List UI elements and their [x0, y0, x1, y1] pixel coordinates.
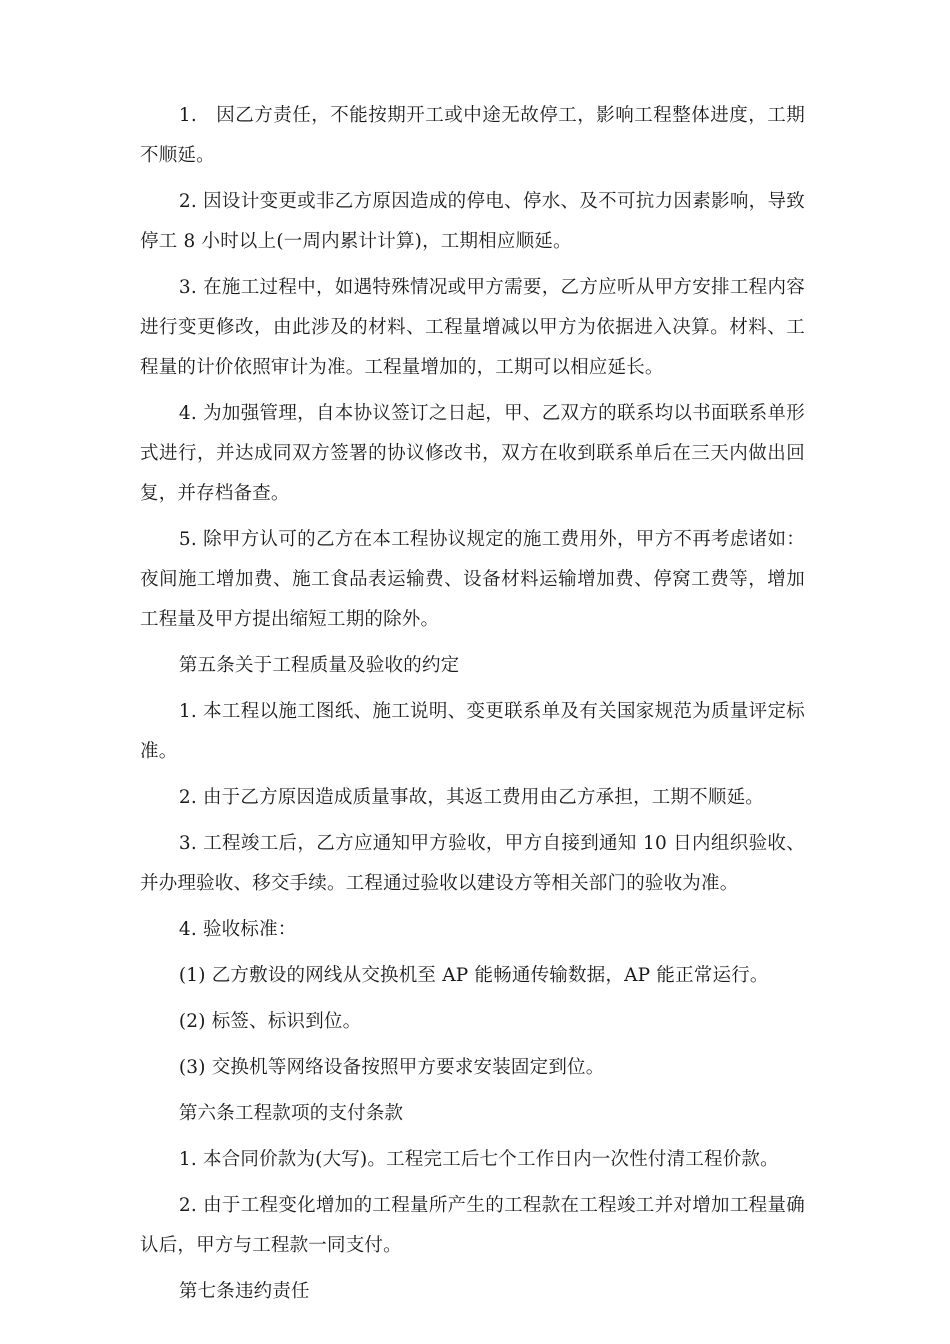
clause-delay-no-extension: 1. 因乙方责任，不能按期开工或中途无故停工，影响工程整体进度，工期 不顺延。 — [140, 105, 805, 166]
clause-acceptance-criteria: 4. 验收标准： — [178, 919, 297, 940]
criteria-item-labels: (2) 标签、标识到位。 — [178, 1011, 362, 1032]
section-heading-payment: 第六条工程款项的支付条款 — [178, 1103, 404, 1124]
clause-contract-price: 1. 本合同价款为(大写)。工程完工后七个工作日内一次性付清工程价款。 — [178, 1149, 779, 1170]
clause-acceptance-procedure: 3. 工程竣工后，乙方应通知甲方验收，甲方自接到通知 10 日内组织验收、并办理验收、移交手续。工程通过验收以建设方等相关部门的验收为准。 — [140, 833, 805, 894]
clause-design-change: 3. 在施工过程中，如遇特殊情况或甲方需要，乙方应听从甲方安排工程内容进行变更修改，由此涉及的材料、工程量增减以甲方为依据进入决算。材料、工程量的计价依照审计为准。工程量增加的，工期可以相应延长。 — [140, 277, 805, 378]
document-body — [140, 96, 805, 1318]
clause-extra-payment: 2. 由于工程变化增加的工程量所产生的工程款在工程竣工并对增加工程量确认后，甲方与工程款一同支付。 — [140, 1195, 805, 1256]
section-heading-liability: 第七条违约责任 — [178, 1281, 310, 1302]
section-heading-quality: 第五条关于工程质量及验收的约定 — [178, 655, 460, 676]
criteria-item-network: (1) 乙方敷设的网线从交换机至 AP 能畅通传输数据，AP 能正常运行。 — [178, 965, 769, 986]
clause-quality-accident: 2. 由于乙方原因造成质量事故，其返工费用由乙方承担，工期不顺延。 — [178, 787, 764, 808]
clause-written-contact: 4. 为加强管理，自本协议签订之日起，甲、乙双方的联系均以书面联系单形式进行，并达成同双方签署的协议修改书，双方在收到联系单后在三天内做出回复，并存档备查。 — [140, 403, 805, 504]
clause-delay-extension: 2. 因设计变更或非乙方原因造成的停电、停水、及不可抗力因素影响，导致停工 8 小时以上(一周内累计计算)，工期相应顺延。 — [140, 191, 805, 252]
clause-quality-standard: 1. 本工程以施工图纸、施工说明、变更联系单及有关国家规范为质量评定标准。 — [140, 701, 805, 762]
clause-extra-fees: 5. 除甲方认可的乙方在本工程协议规定的施工费用外，甲方不再考虑诸如：夜间施工增加费、施工食品表运输费、设备材料运输增加费、停窝工费等，增加工程量及甲方提出缩短工期的除外。 — [140, 529, 805, 630]
criteria-item-devices: (3) 交换机等网络设备按照甲方要求安装固定到位。 — [178, 1057, 605, 1078]
